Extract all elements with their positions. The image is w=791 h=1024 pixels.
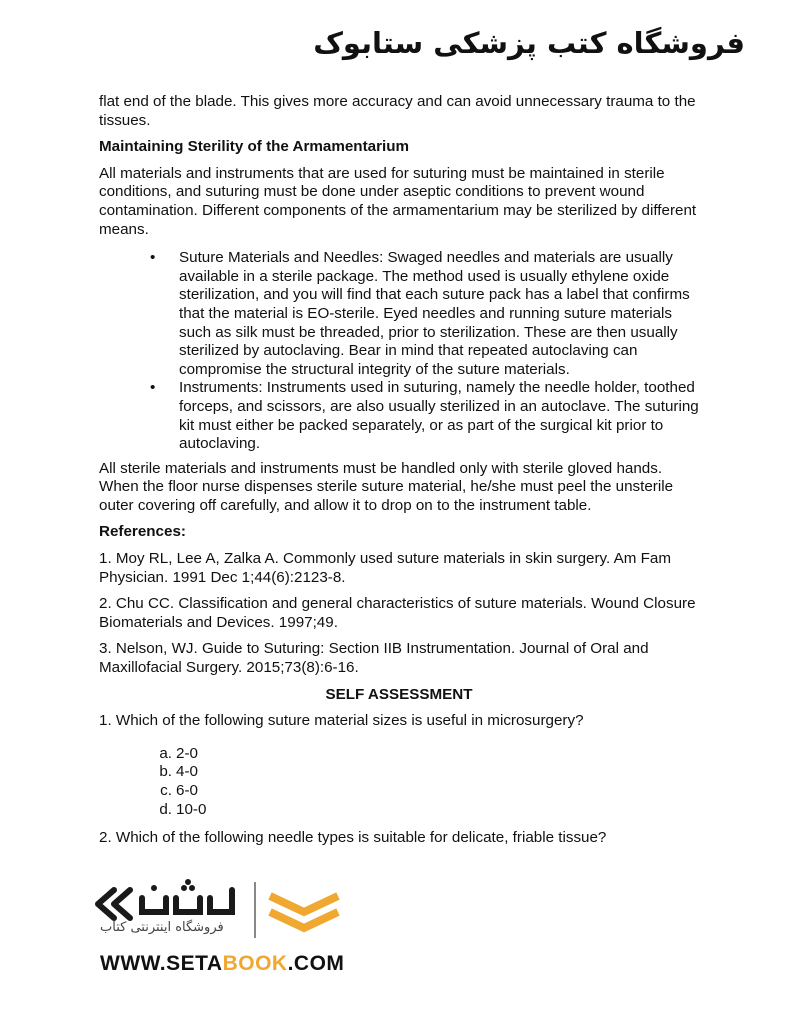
section-heading: Maintaining Sterility of the Armamentarium (99, 138, 409, 156)
list-item (99, 379, 699, 453)
url-part-3: .COM (287, 952, 345, 975)
question-1: 1. Which of the following suture material sizes is useful in microsurgery? (99, 712, 584, 730)
bullet-text: Instruments: Instruments used in suturing, namely the needle holder, toothed forceps, and scissors, are also usually sterilized in an autoclave. The suturing kit must either be packed separately, or as part of the surgical kit prior to autoclaving. (179, 379, 699, 453)
option-text: 2-0 (176, 744, 198, 762)
setabook-watermark (92, 870, 392, 990)
bullet-icon: • (150, 379, 156, 397)
list-item (99, 249, 699, 379)
closing-paragraph: All sterile materials and instruments must be handled only with sterile gloved hands. When the floor nurse dispenses sterile suture material, he/she must peel the unsterile outer covering off carefully, and allow it to drop on to the instrument table. (99, 459, 674, 514)
option-item (99, 782, 699, 801)
book-logo-icon (264, 882, 344, 942)
bullet-list (99, 249, 699, 454)
option-letter: c. (160, 782, 172, 799)
option-item (99, 763, 699, 782)
references-heading: References: (99, 523, 186, 541)
option-item (99, 801, 699, 820)
question-2: 2. Which of the following needle types is suitable for delicate, friable tissue? (99, 829, 607, 847)
option-letter: d. (159, 800, 172, 818)
url-part-2: BOOK (222, 952, 288, 975)
reference-item: 3. Nelson, WJ. Guide to Suturing: Section IIB Instrumentation. Journal of Oral and Maxillofacial Surgery. 2015;73(8):6-16. (99, 640, 649, 677)
bullet-text: Suture Materials and Needles: Swaged needles and materials are usually available in a sterile package. The method used is usually ethylene oxide sterilization, and you will find that each suture pack has a label that confirms that the material is EO-sterile. Eyed needles and running suture materials such as silk must be threaded, prior to sterilization. These are then usually sterilized by autoclaving. Bear in mind that repeated autoclaving can compromise the structural integrity of the suture materials. (179, 249, 690, 378)
reference-item: 2. Chu CC. Classification and general characteristics of suture materials. Wound Closure Biomaterials and Devices. 1997;49. (99, 595, 696, 631)
assessment-title: SELF ASSESSMENT (325, 685, 473, 703)
options-list (99, 745, 699, 819)
option-letter: b. (159, 763, 172, 781)
references-list (99, 550, 699, 678)
option-text: 10-0 (176, 800, 207, 818)
reference-item: 1. Moy RL, Lee A, Zalka A. Commonly used suture materials in skin surgery. Am Fam Physician. 1991 Dec 1;44(6):2123-8. (99, 550, 671, 586)
bullet-icon: • (150, 249, 156, 267)
option-text: 6-0 (176, 782, 198, 799)
brand-header: فروشگاه کتب پزشکی ستابوک (313, 26, 745, 60)
option-text: 4-0 (176, 763, 198, 781)
section-paragraph: All materials and instruments that are used for suturing must be maintained in sterile conditions, and suturing must be done under aseptic conditions to prevent wound contamination. Different components of the armamentarium may be sterilized by different means. (99, 164, 697, 238)
option-item (99, 745, 699, 764)
watermark-divider (254, 882, 256, 938)
option-letter: a. (159, 744, 172, 762)
document-body (99, 93, 699, 856)
intro-paragraph: flat end of the blade. This gives more accuracy and can avoid unnecessary trauma to the tissues. (99, 93, 696, 129)
watermark-url (100, 952, 344, 976)
url-part-1: WWW.SETA (100, 952, 223, 975)
watermark-subtitle: فروشگاه اینترنتی کتاب (100, 920, 224, 935)
